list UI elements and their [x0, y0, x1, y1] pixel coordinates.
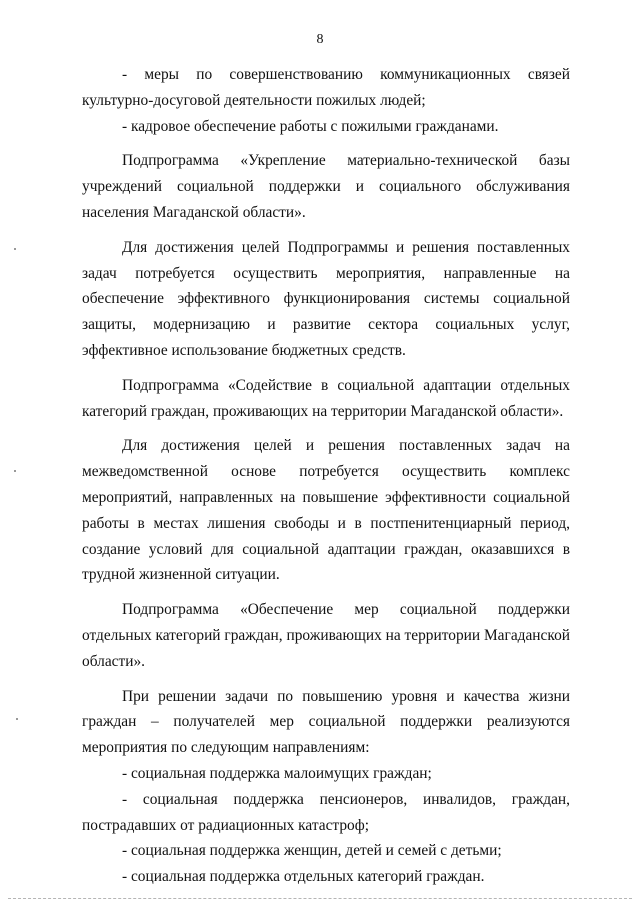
paragraph-social-support-directions: При решении задачи по повышению уровня и качества жизни граждан – получателей мер социальной поддержки реализуются мероприятия по следующим направлениям:	[82, 687, 570, 757]
list-item-communication-links: - меры по совершенствованию коммуникационных связей культурно-досуговой деятельности пожилых людей;	[82, 66, 570, 109]
margin-speck	[14, 248, 16, 250]
paragraph-material-base-goals: Для достижения целей Подпрограммы и решения поставленных задач потребуется осуществить мероприятия, направленные на обеспечение эффективного функционирования системы социальной защиты, модернизацию и развитие сектора социальных услуг, эффективное использование бюджетных средств.	[82, 238, 570, 359]
page-number: 8	[316, 32, 324, 47]
margin-speck	[14, 470, 16, 472]
subprogram-title-social-support: Подпрограмма «Обеспечение мер социальной поддержки отдельных категорий граждан, проживающих на территории Магаданской области».	[82, 601, 570, 670]
subprogram-title-material-base: Подпрограмма «Укрепление материально-технической базы учреждений социальной поддержки и социального обслуживания населения Магаданской области».	[82, 152, 570, 221]
document-body	[82, 62, 570, 890]
list-item-low-income: - социальная поддержка малоимущих граждан;	[122, 764, 432, 782]
list-item-staffing: - кадровое обеспечение работы с пожилыми гражданами.	[122, 117, 499, 135]
paragraph-social-adaptation-goals: Для достижения целей и решения поставленных задач на межведомственной основе потребуется осуществить комплекс мероприятий, направленных на повышение эффективности социальной работы в местах лишения свободы и в постпенитенциарный период, создание условий для социальной адаптации граждан, оказавшихся в трудной жизненной ситуации.	[82, 437, 570, 584]
list-item-other-categories: - социальная поддержка отдельных категорий граждан.	[122, 868, 485, 886]
subprogram-title-social-adaptation: Подпрограмма «Содействие в социальной адаптации отдельных категорий граждан, проживающих на территории Магаданской области».	[82, 376, 570, 420]
list-item-women-children: - социальная поддержка женщин, детей и семей с детьми;	[122, 842, 502, 860]
list-item-pensioners: - социальная поддержка пенсионеров, инвалидов, граждан, пострадавших от радиационных катастроф;	[82, 790, 570, 834]
margin-speck	[16, 718, 18, 720]
scan-edge-line	[8, 898, 632, 899]
